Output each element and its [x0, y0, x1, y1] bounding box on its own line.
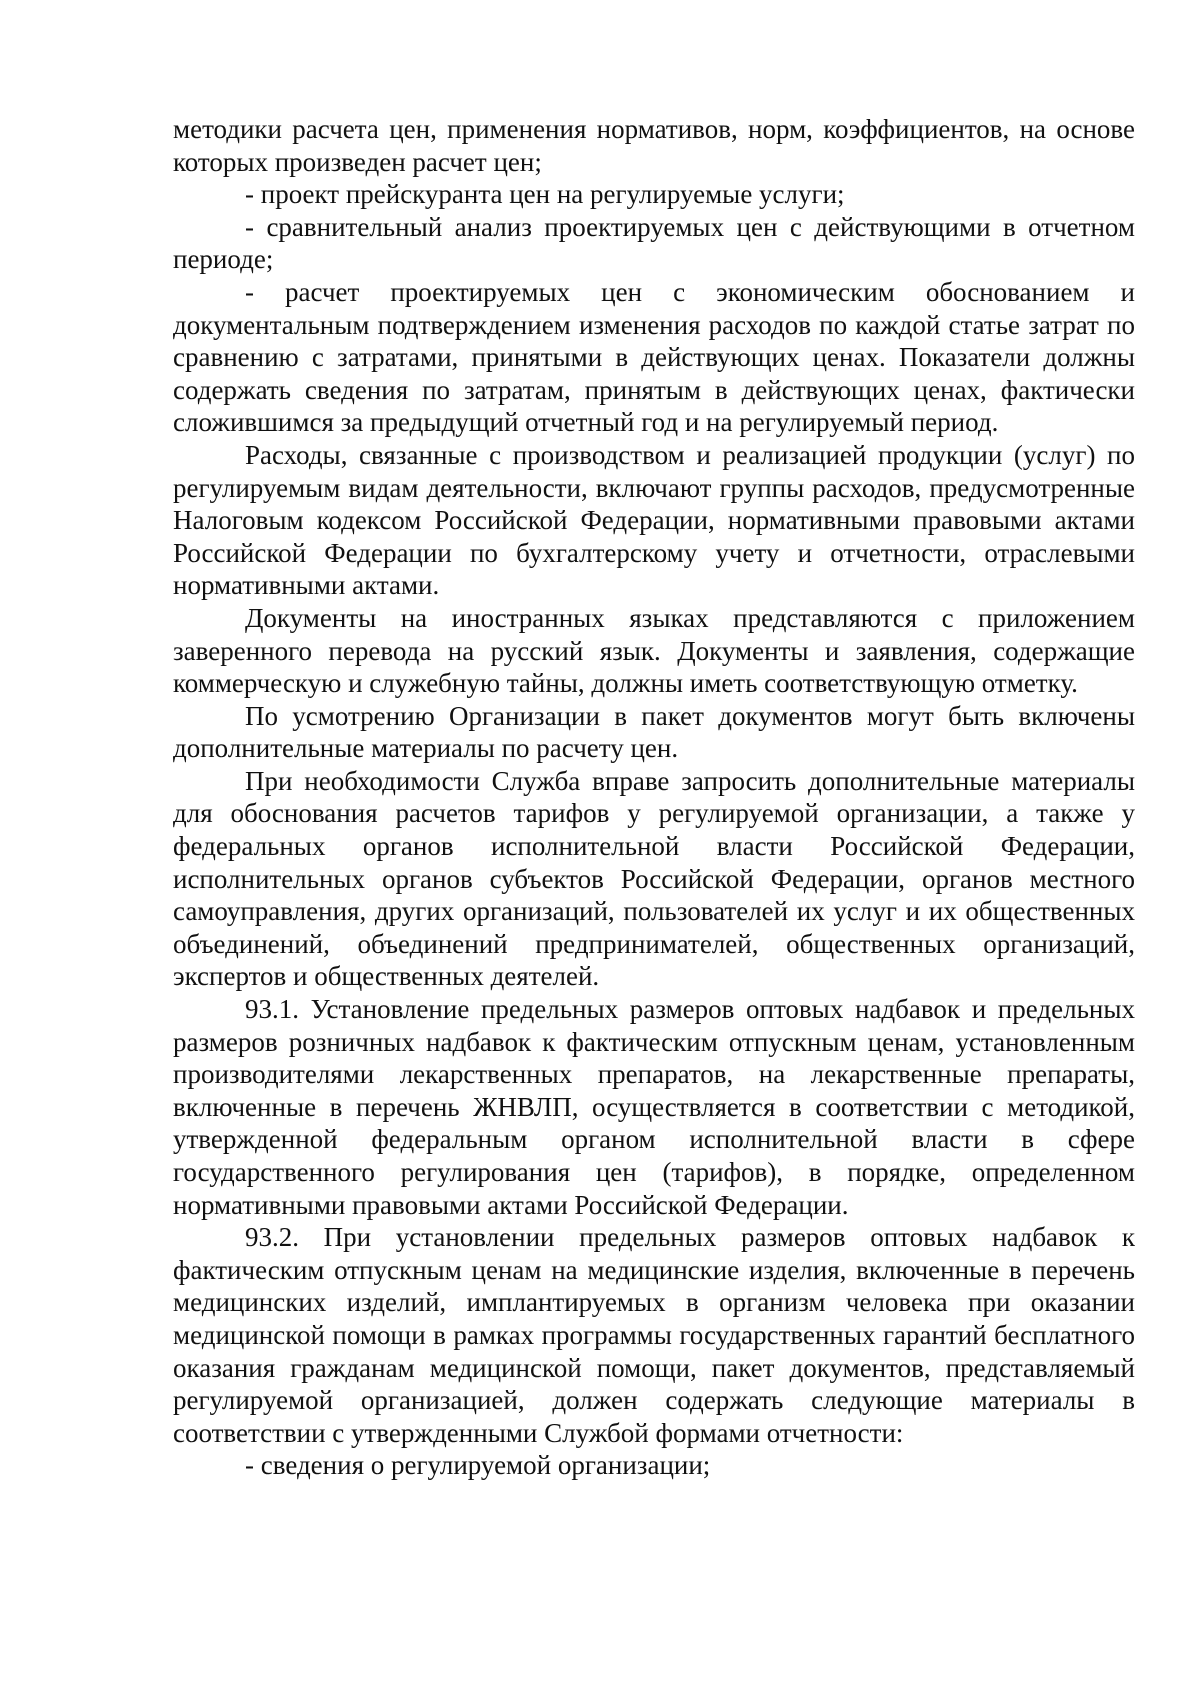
paragraph-section-93-1: 93.1. Установление предельных размеров оптовых надбавок и предельных размеров розничных надбавок к фактическим отпускным ценам, установленным производителями лекарственных препаратов, на лекарственные препараты, включенные в перечень ЖНВЛП, осуществляется в соответствии с методикой, утвержденной федеральным органом исполнительной власти в сфере государственного регулирования цен (тарифов), в порядке, определенном нормативными правовыми актами Российской Федерации.: [173, 994, 1135, 1220]
paragraph-continuation: методики расчета цен, применения нормативов, норм, коэффициентов, на основе которых произведен расчет цен;: [173, 114, 1135, 177]
document-body: [173, 113, 1135, 1482]
list-item-price-list: - проект прейскуранта цен на регулируемые услуги;: [245, 179, 845, 210]
paragraph-section-93-2: 93.2. При установлении предельных размеров оптовых надбавок к фактическим отпускным ценам на медицинские изделия, включенные в перечень медицинских изделий, имплантируемых в организм человека при оказании медицинской помощи в рамках программы государственных гарантий бесплатного оказания гражданам медицинской помощи, пакет документов, представляемый регулируемой организацией, должен содержать следующие материалы в соответствии с утвержденными Службой формами отчетности:: [173, 1222, 1135, 1448]
list-item-comparative-analysis: - сравнительный анализ проектируемых цен с действующими в отчетном периоде;: [173, 211, 1135, 275]
paragraph-foreign-documents: Документы на иностранных языках представляются с приложением заверенного перевода на русский язык. Документы и заявления, содержащие коммерческую и служебную тайны, должны иметь соответствующую отметку.: [173, 602, 1135, 699]
list-item-price-calculation: - расчет проектируемых цен с экономическим обоснованием и документальным подтверждением изменения расходов по каждой статье затрат по сравнению с затратами, принятыми в действующих ценах. Показатели должны содержать сведения по затратам, принятым в действующих ценах, фактически сложившимся за предыдущий отчетный год и на регулируемый период.: [173, 276, 1135, 438]
paragraph-service-request: При необходимости Служба вправе запросить дополнительные материалы для обоснования расчетов тарифов у регулируемой организации, а также у федеральных органов исполнительной власти Российской Федерации, исполнительных органов субъектов Российской Федерации, органов местного самоуправления, других организаций, пользователей их услуг и их общественных объединений, объединений предпринимателей, общественных организаций, экспертов и общественных деятелей.: [173, 765, 1135, 992]
paragraph-expenses: Расходы, связанные с производством и реализацией продукции (услуг) по регулируемым видам деятельности, включают группы расходов, предусмотренные Налоговым кодексом Российской Федерации, нормативными правовыми актами Российской Федерации по бухгалтерскому учету и отчетности, отраслевыми нормативными актами.: [173, 439, 1135, 601]
paragraph-additional-materials: По усмотрению Организации в пакет документов могут быть включены дополнительные материалы по расчету цен.: [173, 700, 1135, 764]
list-item-organization-info: - сведения о регулируемой организации;: [245, 1450, 711, 1481]
